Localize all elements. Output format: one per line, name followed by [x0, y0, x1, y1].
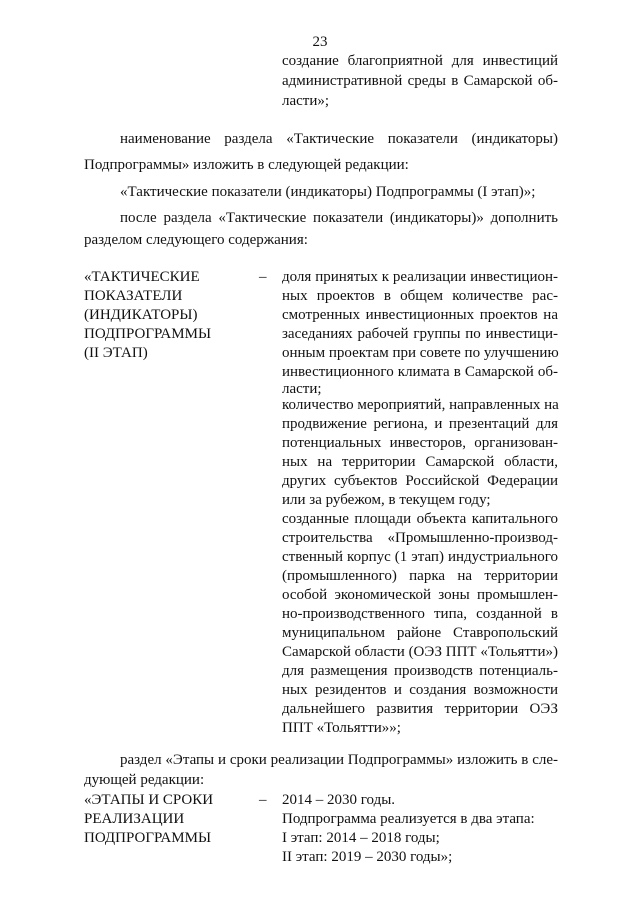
s1-line: дальнейшего развития территории ОЭЗ — [282, 701, 558, 717]
para2-line: «Тактические показатели (индикаторы) Подпрограммы (I этап)»; — [120, 184, 536, 200]
s1-line: или за рубежом, в текущем году; — [282, 492, 491, 508]
intro-line-3: ласти»; — [282, 93, 330, 109]
s1-line: инвестиционного климата в Самарской об- — [282, 364, 558, 380]
s1-line: потенциальных инвесторов, организован- — [282, 435, 558, 451]
section2-title-1: «ЭТАПЫ И СРОКИ — [84, 792, 214, 808]
s1-line: онным проектам при совете по улучшению — [282, 345, 559, 361]
s1-line: ППТ «Тольятти»»; — [282, 720, 401, 736]
section1-title-1: «ТАКТИЧЕСКИЕ — [84, 269, 200, 285]
para1-line-1: наименование раздела «Тактические показатели (индикаторы) — [120, 131, 558, 147]
section2-dash: – — [259, 792, 267, 808]
s1-line: ных на территории Самарской области, — [282, 454, 558, 470]
section1-dash: – — [259, 269, 267, 285]
s1-line: ственный корпус (1 этап) индустриального — [282, 549, 558, 565]
s1-line: созданные площади объекта капитального — [282, 511, 558, 527]
s1-line: Самарской области (ОЭЗ ППТ «Тольятти») — [282, 644, 559, 660]
s1-line: для размещения производств потенциаль- — [282, 663, 558, 679]
s2-line: 2014 – 2030 годы. — [282, 792, 396, 808]
para3-line-2: разделом следующего содержания: — [84, 232, 308, 248]
s1-line: (промышленного) парка на территории — [282, 568, 558, 584]
section2-title-2: РЕАЛИЗАЦИИ — [84, 811, 185, 827]
para4-line-1: раздел «Этапы и сроки реализации Подпрограммы» изложить в сле- — [120, 752, 558, 768]
s1-line: смотренных инвестиционных проектов на — [282, 307, 558, 323]
s1-line: других субъектов Российской Федерации — [282, 473, 558, 489]
section1-title-2: ПОКАЗАТЕЛИ — [84, 288, 183, 304]
section1-title-3: (ИНДИКАТОРЫ) — [84, 307, 198, 323]
section1-title-4: ПОДПРОГРАММЫ — [84, 326, 212, 342]
s2-line: Подпрограмма реализуется в два этапа: — [282, 811, 535, 827]
para4-line-2: дующей редакции: — [84, 772, 205, 788]
section2-title-3: ПОДПРОГРАММЫ — [84, 830, 212, 846]
para1-line-2: Подпрограммы» изложить в следующей редакции: — [84, 157, 409, 173]
s1-line: ных резидентов и создания возможности — [282, 682, 558, 698]
s2-line: II этап: 2019 – 2030 годы»; — [282, 849, 453, 865]
intro-line-1: создание благоприятной для инвестиций — [282, 53, 558, 69]
s1-line: но-производственного типа, созданной в — [282, 606, 558, 622]
s1-line: доля принятых к реализации инвестицион- — [282, 269, 558, 285]
s1-line: строительства «Промышленно-производ- — [282, 530, 558, 546]
page-number: 23 — [312, 34, 328, 50]
para3-line-1: после раздела «Тактические показатели (индикаторы)» дополнить — [120, 210, 558, 226]
s1-line: особой экономической зоны промышлен- — [282, 587, 558, 603]
s1-line: ласти; — [282, 381, 322, 397]
section1-title-5: (II ЭТАП) — [84, 345, 148, 361]
s2-line: I этап: 2014 – 2018 годы; — [282, 830, 440, 846]
s1-line: количество мероприятий, направленных на — [282, 397, 559, 413]
s1-line: заседаниях рабочей группы по инвестици- — [282, 326, 558, 342]
s1-line: муниципальном районе Ставропольский — [282, 625, 558, 641]
intro-line-2: административной среды в Самарской об- — [282, 73, 558, 89]
s1-line: ных проектов в общем количестве рас- — [282, 288, 558, 304]
s1-line: продвижение региона, и презентаций для — [282, 416, 558, 432]
